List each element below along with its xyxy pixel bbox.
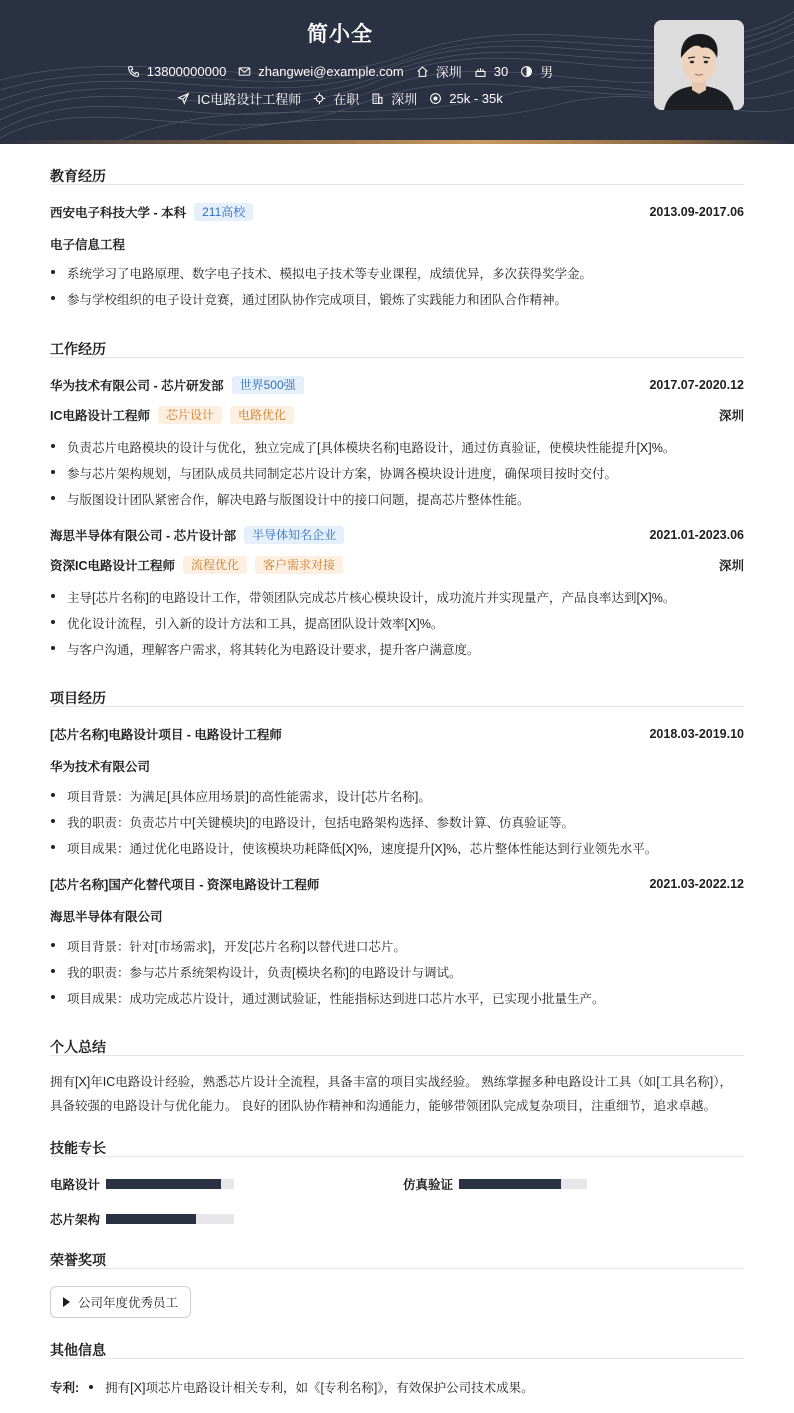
skill-tag: 客户需求对接: [255, 556, 343, 574]
gender-icon: [520, 65, 533, 78]
work-date: 2017.07-2020.12: [649, 378, 744, 392]
building-icon: [371, 92, 384, 105]
section-divider: [50, 706, 744, 707]
section-title-skills: 技能专长: [50, 1140, 106, 1156]
skill-item: [50, 1175, 234, 1193]
candidate-name: 简小全: [307, 23, 373, 46]
play-triangle-icon: [63, 1297, 70, 1307]
email-item: [238, 64, 403, 79]
school-name: 西安电子科技大学 - 本科: [50, 206, 187, 220]
project-date: 2021.03-2022.12: [649, 877, 744, 891]
header-accent-bar: [0, 140, 794, 144]
gender-item: [520, 62, 553, 81]
other-label: 专利:: [50, 1381, 80, 1395]
status-text: 在职: [333, 92, 360, 107]
target-city-text: 深圳: [391, 92, 418, 107]
project-bullet: 我的职责：负责芯片中[关键模块]的电路设计，包括电路架构选择、参数计算、仿真验证等。: [50, 813, 744, 831]
coin-icon: [429, 92, 442, 105]
send-icon: [177, 92, 190, 105]
section-divider: [50, 1358, 744, 1359]
position-title: 资深IC电路设计工程师: [50, 559, 176, 573]
work-city: 深圳: [718, 409, 744, 423]
job-title-item: [177, 89, 301, 108]
phone-text: 13800000000: [146, 64, 227, 79]
section-title-summary: 个人总结: [50, 1039, 106, 1055]
other-text: 拥有[X]项芯片电路设计相关专利，如《[专利名称]》，有效保护公司技术成果。: [105, 1381, 534, 1395]
job-line: [0, 89, 680, 108]
project-date: 2018.03-2019.10: [649, 727, 744, 741]
award-item[interactable]: [50, 1286, 191, 1318]
salary-item: [429, 91, 502, 106]
gender-text: 男: [540, 65, 554, 80]
company-name: 华为技术有限公司 - 芯片研发部: [50, 379, 224, 393]
skill-tag: 流程优化: [183, 556, 247, 574]
other-info-row: [50, 1378, 534, 1396]
work-bullet: 优化设计流程，引入新的设计方法和工具，提高团队设计效率[X]%。: [50, 614, 744, 632]
status-item: [313, 89, 359, 108]
company-tag: 世界500强: [232, 376, 304, 394]
section-title-awards: 荣誉奖项: [50, 1252, 106, 1268]
skill-level-track: [106, 1179, 234, 1189]
resume-header: [0, 0, 794, 140]
award-text: 公司年度优秀员工: [78, 1296, 179, 1310]
home-icon: [416, 65, 429, 78]
project-company: 华为技术有限公司: [50, 760, 151, 774]
summary-text: 拥有[X]年IC电路设计经验，熟悉芯片设计全流程，具备丰富的项目实战经验。 熟练掌握多种电路设计工具（如[工具名称]），具备较强的电路设计与优化能力。 良好的团队协作精神和沟通能力，能够带领团队完成复杂项目，注重细节，追求卓越。: [50, 1075, 732, 1113]
project-company: 海思半导体有限公司: [50, 910, 163, 924]
position-title: IC电路设计工程师: [50, 409, 151, 423]
work-bullet: 与客户沟通，理解客户需求，将其转化为电路设计要求，提升客户满意度。: [50, 640, 744, 658]
section-divider: [50, 357, 744, 358]
skill-level-track: [459, 1179, 587, 1189]
phone-item: [127, 64, 227, 79]
work-bullet: 主导[芯片名称]的电路设计工作，带领团队完成芯片核心模块设计，成功流片并实现量产，产品良率达到[X]%。: [50, 588, 744, 606]
project-name: [芯片名称]电路设计项目 - 电路设计工程师: [50, 728, 282, 742]
skill-name: 电路设计: [50, 1178, 101, 1192]
salary-text: 25k - 35k: [449, 91, 503, 106]
skill-level-track: [106, 1214, 234, 1224]
education-major: 电子信息工程: [50, 238, 126, 252]
bullet-dot: [89, 1385, 93, 1389]
project-bullet: 项目成果：通过优化电路设计，使该模块功耗降低[X]%，速度提升[X]%，芯片整体性能达到行业领先水平。: [50, 839, 744, 857]
skill-item: [50, 1210, 234, 1228]
work-city: 深圳: [718, 559, 744, 573]
company-name: 海思半导体有限公司 - 芯片设计部: [50, 529, 237, 543]
mail-icon: [238, 65, 251, 78]
cake-icon: [474, 65, 487, 78]
city-text: 深圳: [435, 65, 462, 80]
project-bullet: 项目成果：成功完成芯片设计，通过测试验证，性能指标达到进口芯片水平，已实现小批量生产。: [50, 989, 744, 1007]
work-header-row: [50, 375, 744, 395]
project-bullet: 项目背景：为满足[具体应用场景]的高性能需求，设计[芯片名称]。: [50, 787, 744, 805]
work-date: 2021.01-2023.06: [649, 528, 744, 542]
project-bullet: 项目背景：针对[市场需求]，开发[芯片名称]以替代进口芯片。: [50, 937, 744, 955]
skill-name: 仿真验证: [403, 1178, 454, 1192]
skill-tag: 电路优化: [230, 406, 294, 424]
work-bullet: 与版图设计团队紧密合作，解决电路与版图设计中的接口问题，提高芯片整体性能。: [50, 490, 744, 508]
target-city-item: [371, 89, 417, 108]
work-position-row: [50, 405, 744, 425]
skill-level-fill: [459, 1179, 561, 1189]
section-divider: [50, 1055, 744, 1056]
skill-level-fill: [106, 1179, 221, 1189]
education-bullet: 参与学校组织的电子设计竞赛，通过团队协作完成项目，锻炼了实践能力和团队合作精神。: [50, 290, 744, 308]
section-title-work: 工作经历: [50, 341, 106, 357]
skill-tag: 芯片设计: [158, 406, 222, 424]
age-item: [474, 64, 508, 79]
section-title-projects: 项目经历: [50, 690, 106, 706]
age-text: 30: [493, 64, 509, 79]
skill-item: [403, 1175, 587, 1193]
portrait-illustration: [654, 20, 744, 110]
company-tag: 半导体知名企业: [244, 526, 344, 544]
job-title-text: IC电路设计工程师: [197, 92, 302, 107]
work-position-row: [50, 555, 744, 575]
project-name: [芯片名称]国产化替代项目 - 资深电路设计工程师: [50, 878, 320, 892]
section-divider: [50, 184, 744, 185]
section-divider: [50, 1156, 744, 1157]
project-header-row: [50, 724, 744, 744]
work-bullet: 负责芯片电路模块的设计与优化，独立完成了[具体模块名称]电路设计，通过仿真验证，使模块性能提升[X]%。: [50, 438, 744, 456]
project-header-row: [50, 874, 744, 894]
phone-icon: [127, 65, 140, 78]
education-header-row: [50, 202, 744, 222]
work-bullet: 参与芯片架构规划，与团队成员共同制定芯片设计方案，协调各模块设计进度，确保项目按时交付。: [50, 464, 744, 482]
education-bullet: 系统学习了电路原理、数字电子技术、模拟电子技术等专业课程，成绩优异，多次获得奖学金。: [50, 264, 744, 282]
skill-name: 芯片架构: [50, 1213, 101, 1227]
skill-level-fill: [106, 1214, 196, 1224]
section-title-other: 其他信息: [50, 1342, 106, 1358]
status-icon: [313, 92, 326, 105]
contact-line: [0, 62, 680, 81]
email-text: zhangwei@example.com: [258, 64, 404, 79]
project-bullet: 我的职责：参与芯片系统架构设计，负责[模块名称]的电路设计与调试。: [50, 963, 744, 981]
work-header-row: [50, 525, 744, 545]
education-date: 2013.09-2017.06: [649, 205, 744, 219]
profile-photo: [654, 20, 744, 110]
school-tag: 211高校: [194, 203, 253, 221]
section-title-education: 教育经历: [50, 168, 106, 184]
section-divider: [50, 1268, 744, 1269]
city-item: [416, 62, 462, 81]
